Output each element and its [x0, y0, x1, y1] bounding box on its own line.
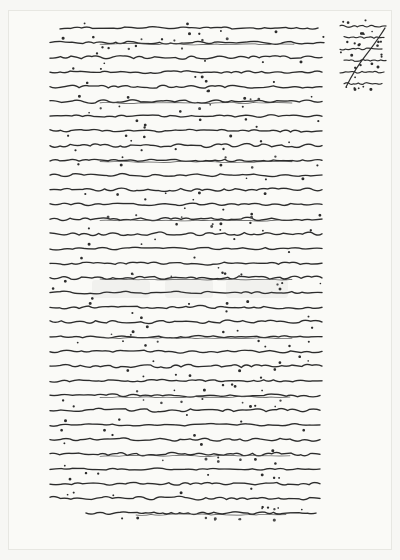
marginal-handwritten-line [340, 48, 382, 50]
diacritic-mark [288, 345, 290, 347]
diacritic-mark [201, 39, 203, 41]
diacritic-mark [118, 418, 120, 420]
diacritic-mark [308, 316, 310, 318]
diacritic-mark [257, 98, 260, 101]
diacritic-mark [88, 243, 91, 246]
diacritic-mark [320, 283, 322, 285]
diacritic-mark [181, 216, 183, 218]
diacritic-mark [107, 216, 110, 219]
diacritic-mark [127, 96, 130, 99]
marginal-handwritten-line [344, 60, 386, 62]
diacritic-mark [298, 355, 301, 358]
diacritic-mark [103, 62, 105, 64]
diacritic-mark [161, 38, 163, 40]
diacritic-mark [238, 369, 241, 372]
diacritic-mark [205, 458, 208, 461]
diacritic-mark [301, 509, 303, 511]
handwritten-line [50, 364, 322, 368]
diacritic-mark [273, 477, 275, 479]
diacritic-mark [240, 273, 242, 275]
diacritic-mark [262, 61, 264, 63]
diacritic-mark [184, 207, 186, 209]
diacritic-mark [274, 406, 276, 408]
diacritic-mark [322, 36, 324, 38]
diacritic-mark [250, 213, 253, 216]
diacritic-mark [130, 334, 132, 336]
diacritic-mark [279, 288, 282, 291]
diacritic-mark [265, 178, 267, 180]
diacritic-mark [250, 98, 252, 100]
diacritic-mark [128, 48, 130, 50]
diacritic-mark [222, 148, 224, 150]
diacritic-mark [273, 368, 276, 371]
diacritic-mark [221, 272, 223, 274]
diacritic-mark [122, 156, 124, 158]
diacritic-mark [371, 31, 373, 33]
diacritic-mark [111, 434, 113, 436]
diacritic-mark [131, 312, 133, 314]
diacritic-mark [60, 429, 63, 432]
diacritic-mark [301, 177, 304, 180]
diacritic-mark [122, 340, 124, 342]
diacritic-mark [141, 243, 143, 245]
handwritten-line [60, 27, 318, 29]
diacritic-mark [78, 95, 81, 98]
diacritic-mark [64, 465, 66, 467]
diacritic-mark [103, 429, 106, 432]
diacritic-mark [214, 519, 216, 521]
diacritic-mark [88, 112, 90, 114]
diacritic-mark [85, 472, 87, 474]
handwritten-line [50, 129, 322, 132]
diacritic-mark [380, 54, 382, 56]
diacritic-mark [251, 166, 254, 169]
handwritten-line [50, 56, 322, 59]
handwritten-line [50, 188, 322, 191]
diacritic-mark [170, 275, 172, 277]
diacritic-mark [302, 429, 305, 432]
diacritic-mark [86, 82, 89, 85]
diacritic-mark [311, 327, 313, 329]
diacritic-mark [342, 21, 344, 23]
diacritic-mark [72, 67, 74, 69]
diacritic-mark [200, 443, 203, 446]
diacritic-mark [281, 282, 283, 284]
diacritic-mark [181, 47, 183, 49]
diacritic-mark [347, 21, 350, 24]
marginal-note-handwriting [336, 18, 392, 96]
diacritic-mark [250, 488, 252, 490]
diacritic-mark [52, 287, 55, 290]
diacritic-mark [274, 462, 277, 465]
diacritic-mark [162, 460, 164, 462]
diacritic-mark [198, 107, 201, 110]
diacritic-mark [257, 340, 259, 342]
diacritic-mark [199, 119, 202, 122]
diacritic-mark [101, 46, 103, 48]
diacritic-mark [89, 302, 92, 305]
diacritic-mark [271, 449, 274, 452]
diacritic-mark [267, 506, 269, 508]
diacritic-mark [96, 52, 98, 54]
diacritic-mark [377, 66, 380, 69]
diacritic-mark [242, 106, 244, 108]
handwritten-line [50, 482, 320, 485]
diacritic-mark [273, 519, 276, 522]
diacritic-mark [201, 398, 203, 400]
diacritic-mark [91, 297, 94, 300]
diacritic-mark [279, 399, 281, 401]
diacritic-mark [125, 134, 128, 137]
handwritten-line [50, 291, 322, 294]
diacritic-mark [140, 316, 143, 319]
handwritten-lines [50, 22, 324, 521]
diacritic-mark [175, 223, 178, 226]
diacritic-mark [112, 494, 114, 496]
handwritten-line [50, 496, 320, 500]
diacritic-mark [262, 230, 264, 232]
diacritic-mark [260, 140, 262, 142]
diacritic-mark [275, 30, 278, 33]
diacritic-mark [143, 136, 146, 139]
diacritic-mark [141, 38, 143, 40]
diacritic-mark [154, 239, 156, 241]
diacritic-mark [121, 517, 123, 519]
diacritic-mark [210, 225, 213, 228]
diacritic-mark [274, 155, 276, 157]
marginal-handwritten-line [340, 71, 384, 73]
diacritic-mark [207, 474, 209, 476]
diacritic-mark [376, 44, 379, 47]
diacritic-mark [261, 506, 263, 508]
handwritten-line [50, 350, 322, 353]
handwritten-line [50, 232, 322, 236]
handwritten-line [50, 379, 322, 382]
diacritic-mark [279, 361, 282, 364]
diacritic-mark [261, 473, 264, 476]
diacritic-mark [173, 39, 175, 41]
manuscript-text-block [32, 20, 336, 530]
diacritic-mark [73, 492, 75, 494]
diacritic-mark [92, 36, 95, 39]
diacritic-mark [67, 135, 69, 137]
diacritic-mark [67, 494, 69, 496]
diacritic-mark [136, 517, 139, 520]
diacritic-mark [380, 41, 382, 43]
diacritic-mark [246, 300, 249, 303]
diacritic-mark [198, 33, 200, 35]
diacritic-mark [204, 60, 206, 62]
diacritic-mark [219, 222, 222, 225]
diacritic-mark [188, 32, 191, 35]
diacritic-mark [126, 369, 129, 372]
diacritic-mark [132, 330, 135, 333]
overlapping-ink-stroke [100, 43, 294, 44]
diacritic-mark [220, 30, 222, 32]
diacritic-mark [239, 518, 241, 520]
diacritic-mark [64, 419, 67, 422]
overlapping-ink-stroke [100, 161, 292, 162]
diacritic-mark [130, 140, 132, 142]
diacritic-mark [209, 104, 211, 106]
diacritic-mark [273, 81, 275, 83]
diacritic-mark [226, 302, 229, 305]
diacritic-mark [311, 96, 313, 98]
diacritic-mark [179, 110, 182, 113]
diacritic-mark [100, 107, 102, 109]
diacritic-mark [260, 377, 262, 379]
handwritten-line [50, 115, 322, 117]
diacritic-mark [254, 405, 256, 407]
marginal-handwritten-line [340, 25, 386, 27]
diacritic-mark [118, 105, 120, 107]
diacritic-mark [120, 164, 123, 167]
diacritic-mark [175, 148, 177, 150]
diacritic-mark [116, 193, 119, 196]
diacritic-mark [189, 374, 192, 377]
diacritic-mark [194, 76, 196, 78]
diacritic-mark [146, 325, 149, 328]
diacritic-mark [246, 178, 248, 180]
diacritic-mark [135, 214, 137, 216]
handwritten-line [50, 247, 322, 250]
handwritten-line [50, 262, 322, 265]
diacritic-mark [144, 124, 147, 127]
diacritic-mark [307, 360, 309, 362]
diacritic-mark [261, 390, 263, 392]
handwritten-line [50, 305, 322, 308]
diacritic-mark [243, 97, 246, 100]
diacritic-mark [354, 76, 356, 78]
diacritic-mark [84, 22, 86, 24]
diacritic-mark [319, 214, 322, 217]
diacritic-mark [188, 303, 190, 305]
diacritic-mark [233, 238, 235, 240]
diacritic-mark [205, 517, 207, 519]
diacritic-mark [277, 507, 279, 509]
diacritic-mark [377, 41, 380, 44]
diacritic-mark [381, 56, 383, 58]
diacritic-mark [264, 346, 266, 348]
handwritten-line [50, 468, 320, 470]
diacritic-mark [220, 164, 223, 167]
diacritic-mark [362, 86, 364, 88]
diacritic-mark [160, 402, 163, 405]
diacritic-mark [217, 456, 219, 458]
diacritic-mark [346, 41, 348, 43]
diacritic-mark [111, 333, 113, 335]
diacritic-mark [132, 274, 134, 276]
diacritic-mark [84, 193, 86, 195]
diacritic-mark [143, 126, 145, 128]
diacritic-mark [218, 267, 220, 269]
diacritic-mark [77, 163, 79, 165]
diacritic-mark [249, 222, 251, 224]
diacritic-mark [310, 229, 312, 231]
diacritic-mark [353, 87, 355, 89]
diacritic-mark [165, 192, 167, 194]
diacritic-mark [107, 47, 109, 49]
diacritic-mark [239, 458, 242, 461]
diacritic-mark [207, 90, 210, 93]
diacritic-mark [231, 383, 233, 385]
diacritic-mark [136, 390, 138, 392]
diacritic-mark [242, 402, 244, 404]
diacritic-mark [217, 460, 220, 463]
diacritic-mark [157, 341, 159, 343]
diacritic-mark [264, 192, 267, 195]
handwritten-line [50, 85, 322, 88]
diacritic-mark [63, 442, 65, 444]
diacritic-mark [350, 54, 353, 57]
diacritic-mark [88, 227, 90, 229]
diacritic-mark [237, 330, 239, 332]
diacritic-mark [135, 45, 137, 47]
diacritic-mark [77, 342, 79, 344]
diacritic-mark [250, 216, 253, 219]
diacritic-mark [69, 478, 72, 481]
diacritic-mark [273, 508, 275, 510]
diacritic-mark [358, 44, 360, 46]
diacritic-mark [317, 120, 319, 122]
diacritic-mark [175, 374, 177, 376]
diacritic-mark [225, 310, 227, 312]
diacritic-mark [240, 421, 242, 423]
diacritic-mark [198, 191, 201, 194]
handwritten-line [50, 144, 322, 148]
handwritten-line [50, 424, 320, 427]
diacritic-mark [186, 414, 188, 416]
diacritic-mark [143, 399, 145, 401]
diacritic-mark [141, 149, 143, 151]
diacritic-mark [340, 51, 342, 53]
diacritic-mark [224, 272, 227, 275]
handwritten-line [50, 394, 320, 397]
diacritic-mark [174, 390, 176, 392]
handwritten-line [50, 320, 322, 323]
diacritic-mark [245, 118, 248, 121]
handwritten-line [50, 203, 322, 205]
handwritten-line [50, 71, 322, 74]
marginal-handwritten-line [344, 83, 382, 85]
diacritic-mark [369, 88, 372, 91]
diacritic-mark [288, 141, 290, 143]
diacritic-mark [229, 135, 232, 138]
diacritic-mark [222, 209, 224, 211]
diacritic-mark [193, 257, 195, 259]
handwritten-body [32, 20, 336, 530]
handwritten-line [50, 276, 322, 279]
diacritic-mark [186, 23, 189, 26]
diacritic-mark [361, 32, 364, 35]
handwritten-line [50, 174, 322, 177]
diacritic-mark [354, 42, 356, 44]
diacritic-mark [222, 331, 225, 334]
diacritic-mark [142, 375, 144, 377]
diacritic-mark [192, 199, 194, 201]
marginal-note-strokes [340, 19, 386, 91]
overlapping-ink-stroke [100, 455, 290, 456]
diacritic-mark [371, 62, 374, 65]
diacritic-mark [97, 473, 99, 475]
diacritic-mark [62, 399, 64, 401]
diacritic-mark [276, 283, 278, 285]
diacritic-mark [212, 223, 214, 225]
diacritic-mark [316, 164, 318, 166]
diacritic-mark [144, 344, 147, 347]
diacritic-mark [144, 198, 146, 200]
diacritic-mark [136, 119, 139, 122]
diacritic-mark [308, 341, 310, 343]
diacritic-mark [180, 401, 182, 403]
diacritic-mark [201, 75, 204, 78]
diacritic-mark [288, 251, 290, 253]
diacritic-mark [254, 458, 257, 461]
diacritic-mark [249, 405, 252, 408]
diacritic-mark [224, 156, 226, 158]
diacritic-mark [205, 80, 208, 83]
diacritic-mark [300, 60, 303, 63]
marginal-note [336, 18, 392, 96]
diacritic-mark [238, 275, 240, 277]
diacritic-mark [152, 360, 154, 362]
diacritic-mark [62, 37, 65, 40]
diacritic-mark [73, 405, 75, 407]
diacritic-mark [226, 37, 229, 40]
diacritic-mark [74, 149, 76, 151]
handwritten-line [50, 438, 320, 441]
handwritten-line [50, 408, 320, 412]
overlapping-ink-stroke [100, 279, 292, 280]
diacritic-mark [64, 280, 67, 283]
diacritic-mark [100, 68, 102, 70]
diacritic-mark [222, 384, 224, 386]
diacritic-mark [193, 434, 196, 437]
diacritic-mark [358, 87, 360, 89]
diacritic-mark [203, 389, 206, 392]
diacritic-mark [256, 126, 258, 128]
diacritic-mark [278, 477, 280, 479]
diacritic-mark [80, 257, 83, 260]
diacritic-mark [234, 385, 237, 388]
diacritic-mark [364, 19, 366, 21]
diacritic-mark [180, 491, 183, 494]
diacritic-mark [219, 229, 221, 231]
